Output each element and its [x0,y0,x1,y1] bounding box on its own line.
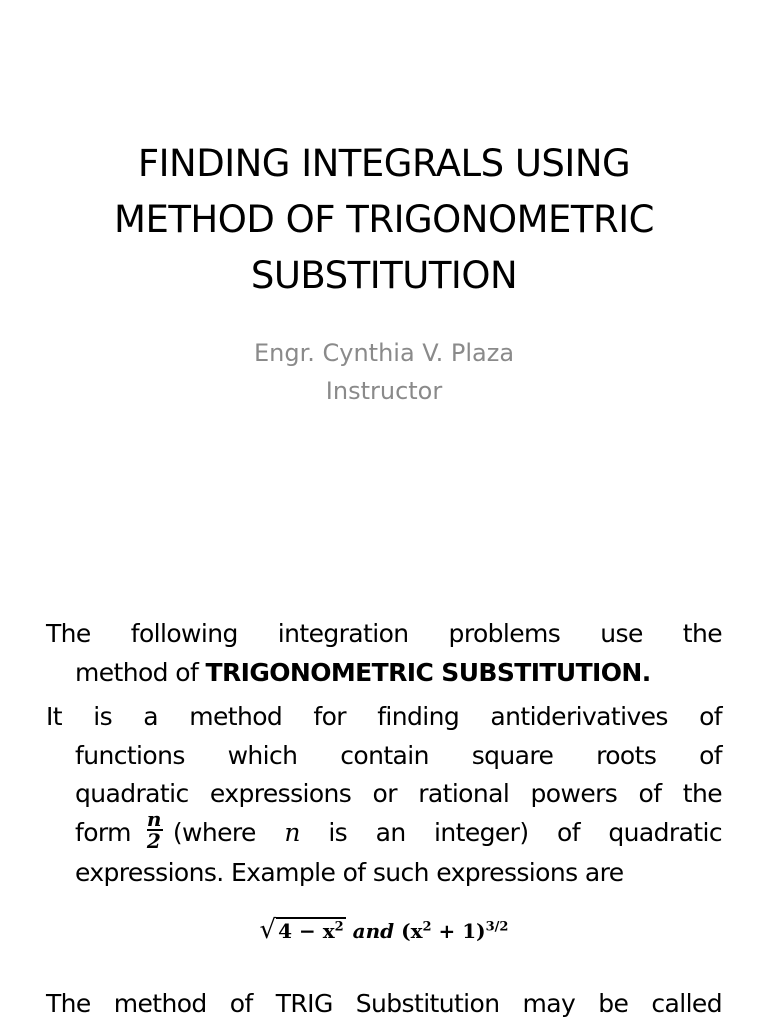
radicand-text: 4 − x [278,919,335,943]
intro-line-2-text: method of [75,657,206,687]
author-block [0,334,768,410]
intro-line-1: The following integration problems use the [46,619,722,648]
method-name: TRIGONOMETRIC SUBSTITUTION. [205,657,651,687]
and-word: and [352,919,395,943]
power-expression [401,919,508,943]
def-line-1: It is a method for finding antiderivatives of [46,702,722,731]
power-exponent: 3/2 [485,919,509,935]
title-line-1: FINDING INTEGRALS USING [137,142,631,185]
fraction-denominator: 2 [146,828,161,853]
def-line-5: expressions. Example of such expressions are [75,857,624,887]
paragraph-definition [46,698,722,892]
content-slide [0,600,768,1024]
radical-sign: √ [259,915,277,945]
def-line-4-post: is an integer) of quadratic [299,817,722,847]
slide-title [40,136,728,304]
def-line-2: functions which contain square roots of [75,740,722,770]
example-expressions [0,915,768,945]
sqrt-expression [260,915,346,945]
author-name: Engr. Cynthia V. Plaza [253,339,515,367]
power-base-start: (x [401,919,423,943]
cont-line-1: The method of TRIG Substitution may be called [46,989,722,1018]
def-line-3: quadratic expressions or rational powers of the [75,779,722,808]
fraction-n-over-2 [146,806,163,853]
intro-line-2 [46,654,722,693]
paragraph-intro [46,615,722,692]
title-line-3: SUBSTITUTION [250,254,518,297]
author-role: Instructor [325,377,443,405]
def-line-4-mid: (where [172,817,285,847]
power-base-end: + 1) [431,919,486,943]
def-line-4-pre: form [75,817,131,847]
radicand-exponent: 2 [334,919,344,935]
def-line-4 [46,806,722,854]
power-base-exponent: 2 [422,919,432,935]
variable-n: n [284,817,300,847]
title-line-2: METHOD OF TRIGONOMETRIC [114,198,654,241]
paragraph-continuation [46,985,722,1024]
fraction-numerator: n [146,806,161,831]
radicand [276,917,346,943]
